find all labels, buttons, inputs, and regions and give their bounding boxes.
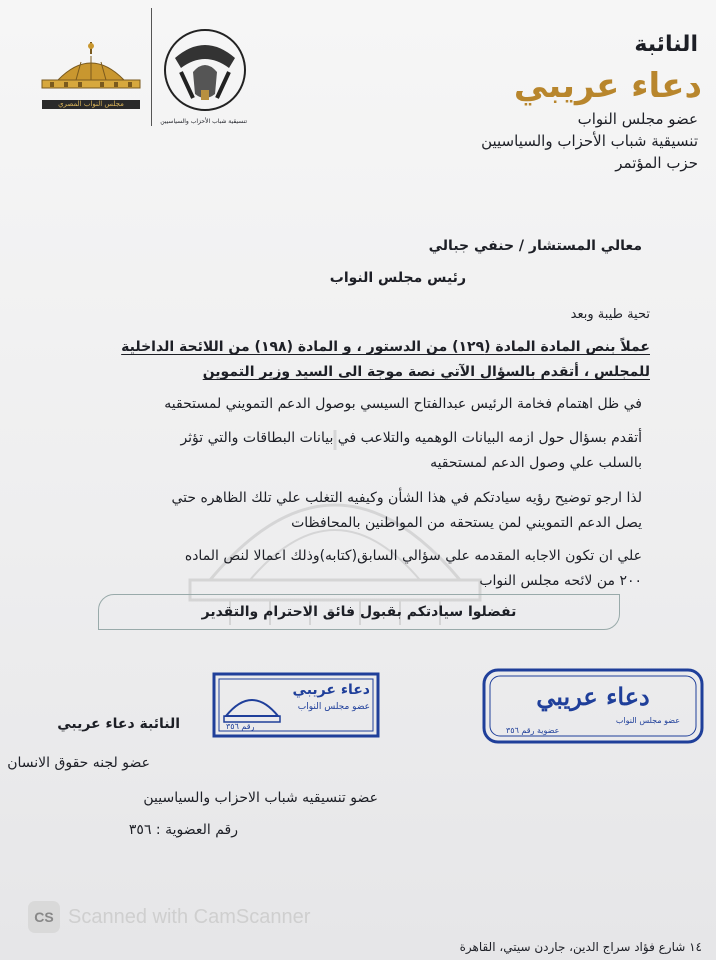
stamp1-subtitle: عضو مجلس النواب	[297, 702, 370, 712]
addressee-title: رئيس مجلس النواب	[329, 270, 466, 286]
signature-committee: عضو لجنه حقوق الانسان	[7, 755, 150, 771]
official-stamp	[212, 672, 380, 738]
addressee: معالي المستشار / حنفي جبالي	[428, 238, 642, 254]
paragraph-5-line-1: علي ان تكون الاجابه المقدمه علي سؤالي السابق(كتابه)وذلك اعمالا لنص الماده	[184, 548, 642, 564]
coordination-logo	[160, 28, 247, 125]
camscanner-text: Scanned with CamScanner	[68, 905, 311, 928]
closing-text: تفضلوا سيادتكم بقبول فائق الاحترام والتقدير	[201, 604, 517, 620]
signature-name: النائبة دعاء عريبي	[57, 716, 180, 732]
paragraph-2: في ظل اهتمام فخامة الرئيس عبدالفتاح السيسي بوصول الدعم التمويني لمستحقيه	[164, 396, 642, 412]
header-role: عضو مجلس النواب	[577, 110, 698, 128]
parliament-logo-caption: مجلس النواب المصري	[42, 100, 140, 109]
signature-stamp	[482, 668, 704, 744]
coordination-logo-caption: تنسيقية شباب الأحزاب والسياسيين	[160, 118, 247, 125]
header-party: حزب المؤتمر	[615, 154, 698, 172]
closing-box	[98, 594, 620, 630]
paragraph-4-line-1: لذا ارجو توضيح رؤيه سيادتكم في هذا الشأن وكيفيه التغلب علي تلك الظاهره حتي	[171, 490, 642, 506]
header-title: النائبة	[634, 32, 698, 57]
stamp2-subtitle: عضو مجلس النواب	[615, 716, 680, 725]
footer-address: ١٤ شارع فؤاد سراج الدين، جاردن سيتي، القاهرة	[459, 940, 702, 954]
greeting: تحية طيبة وبعد	[570, 307, 650, 322]
header-divider	[151, 8, 152, 126]
parliament-dome-icon	[36, 40, 146, 96]
camscanner-watermark	[28, 900, 310, 934]
stamp1-number: رقم ٣٥٦	[226, 722, 255, 731]
camscanner-icon: CS	[28, 901, 60, 933]
paragraph-1-line-1: عملاً بنص المادة المادة (١٢٩) من الدستور ، و المادة (١٩٨) من اللائحة الداخلية	[121, 339, 650, 355]
paragraph-3-line-2: بالسلب علي وصول الدعم لمستحقيه	[430, 455, 642, 471]
paragraph-1-line-2: للمجلس ، أتقدم بالسؤال الآتي نصة موجة الى السيد وزير التموين	[202, 364, 650, 380]
stamp2-signature: دعاء عريبي	[536, 682, 650, 711]
signature-coordination: عضو تنسيقيه شباب الاحزاب والسياسيين	[143, 790, 378, 806]
header-coordination: تنسيقية شباب الأحزاب والسياسيين	[481, 132, 698, 150]
signature-membership: رقم العضوية : ٣٥٦	[128, 822, 238, 838]
paragraph-3-line-1: أتقدم بسؤال حول ازمه البيانات الوهميه والتلاعب في بيانات البطاقات والتي تؤثر	[180, 430, 642, 446]
parliament-logo	[36, 40, 146, 106]
paragraph-4-line-2: يصل الدعم التمويني لمن يستحقه من المواطنين بالمحافظات	[291, 515, 642, 531]
stamp2-number: عضوية رقم ٣٥٦	[506, 726, 560, 735]
paragraph-5-line-2: ٢٠٠ من لائحه مجلس النواب	[479, 573, 642, 589]
coordination-emblem-icon	[163, 28, 247, 112]
header-name: دعاء عريبي	[513, 66, 702, 106]
stamp1-name: دعاء عريبي	[292, 682, 370, 698]
